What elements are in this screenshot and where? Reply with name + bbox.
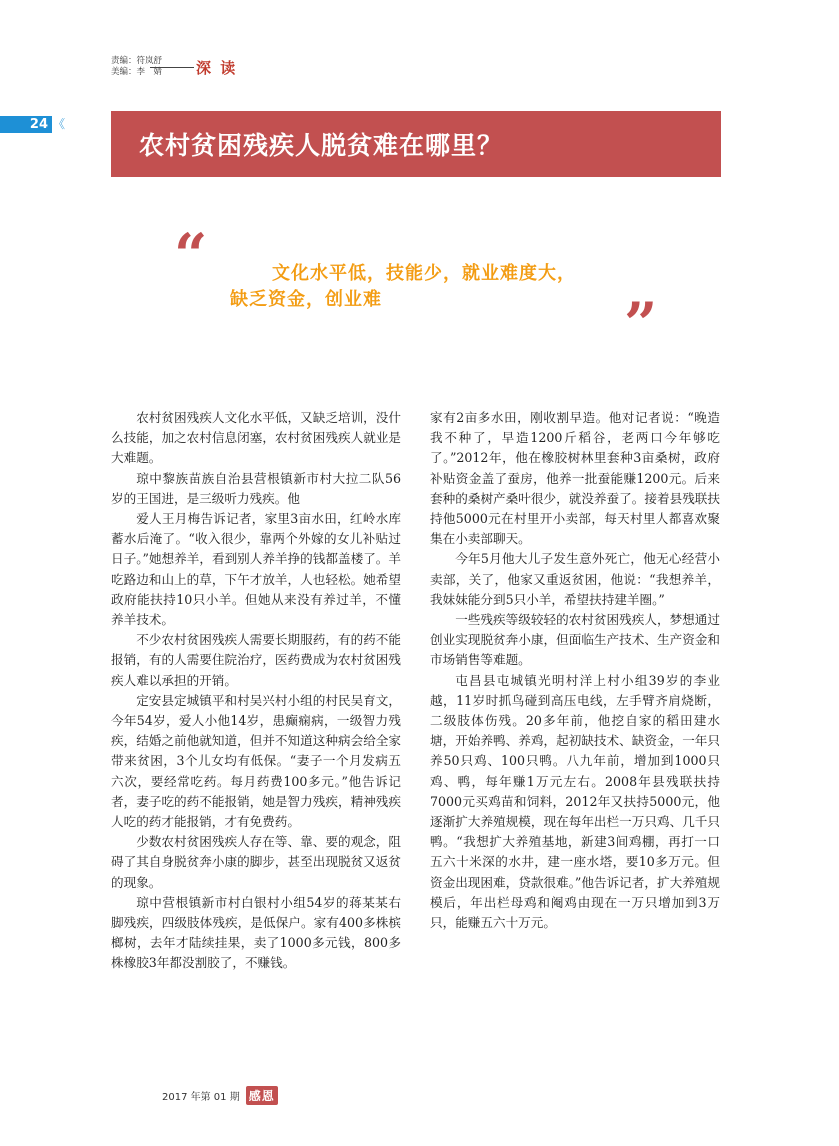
paragraph: 定安县定城镇平和村吴兴村小组的村民吴育文，今年54岁，爱人小他14岁，患癫痫病，一级智力残疾，结婚之前他就知道，但并不知道这种病会给全家带来贫困，3个儿女均有低保。“妻子一个月发病五六次，要经常吃药。每月药费100多元。”他告诉记者，妻子吃的药不能报销，她是智力残疾，精神残疾人吃的药才能报销，才有免费药。 [111,692,401,830]
paragraph: 今年5月他大儿子发生意外死亡，他无心经营小卖部，关了，他家又重返贫困，他说：“我想养羊，我妹妹能分到5只小羊，希望扶持建羊圈。” [430,551,720,607]
title-banner [111,111,721,177]
paragraph: 屯昌县屯城镇光明村洋上村小组39岁的李业越，11岁时抓鸟碰到高压电线，左手臂齐肩烧断，二级肢体伤残。20多年前，他挖自家的稻田建水塘，开始养鸭、养鸡，起初缺技术、缺资金，一年只养50只鸡、100只鸭。八九年前，增加到1000只鸡、鸭，每年赚1万元左右。2008年县残联扶持7000元买鸡苗和饲料，2012年又扶持5000元，他逐渐扩大养殖规模，现在每年出栏一万只鸡、几千只鸭。“我想扩大养殖基地，新建3间鸡棚，再打一口五六十米深的水井，建一座水塔，要10多万元。但资金出现困难，贷款很难。”他告诉记者，扩大养殖规模后，年出栏母鸡和阉鸡由现在一万只增加到3万只，能赚五六十万元。 [430,672,720,931]
lead-line-2: 缺乏资金，创业难 [230,289,382,310]
paragraph: 琼中黎族苗族自治县营根镇新市村大拉二队56岁的王国进，是三级听力残疾。他 [111,470,401,506]
header-rule [150,67,194,68]
paragraph: 琼中营根镇新市村白银村小组54岁的蒋某某右脚残疾，四级肢体残疾，是低保户。家有400多株槟榔树，去年才陆续挂果，卖了1000多元钱，800多株橡胶3年都没割胶了，不赚钱。 [111,894,401,971]
quote-close-icon: ” [624,290,658,358]
issue-label: 2017 年第 01 期 [162,1092,240,1103]
paragraph: 爱人王月梅告诉记者，家里3亩水田，红岭水库蓄水后淹了。“收入很少，靠两个外嫁的女儿补贴过日子。”她想养羊，看到别人养羊挣的钱都盖楼了。羊吃路边和山上的草，下午才放羊，人也轻松。她希望政府能扶持10只小羊。但她从来没有养过羊，不懂养羊技术。 [111,511,401,628]
paragraph: 农村贫困残疾人文化水平低，又缺乏培训，没什么技能，加之农村信息闭塞，农村贫困残疾人就业是大难题。 [111,410,401,466]
responsible-editor: 责编：符岚舒 [111,56,163,66]
quote-open-icon: “ [174,221,208,289]
article-title: 农村贫困残疾人脱贫难在哪里？ [139,131,504,160]
section-label: 深 读 [196,59,238,77]
body-column-right [430,408,720,933]
art-editor: 美编：李 婧 [111,67,163,77]
magazine-logo: 感恩 [246,1086,278,1105]
body-column-left [111,408,401,974]
paragraph: 一些残疾等级较轻的农村贫困残疾人，梦想通过创业实现脱贫奔小康，但面临生产技术、生产资金和市场销售等难题。 [430,612,720,668]
page-footer [162,1086,278,1105]
page-number: 24 [0,116,52,133]
lead-line-1: 文化水平低，技能少，就业难度大， [272,263,576,284]
paragraph: 不少农村贫困残疾人需要长期服药，有的药不能报销，有的人需要住院治疗，医药费成为农村贫困残疾人难以承担的开销。 [111,632,401,688]
paragraph: 家有2亩多水田，刚收割早造。他对记者说：“晚造我不种了，早造1200斤稻谷，老两口今年够吃了。”2012年，他在橡胶树林里套种3亩桑树，政府补贴资金盖了蚕房，他养一批蚕能赚1200元。后来套种的桑树产桑叶很少，就没养蚕了。接着县残联扶持他5000元在村里开小卖部，每天村里人都喜欢聚集在小卖部聊天。 [430,410,720,547]
paragraph: 少数农村贫困残疾人存在等、靠、要的观念，阻碍了其自身脱贫奔小康的脚步，甚至出现脱贫又返贫的现象。 [111,834,401,890]
page-chevron: 《 [53,117,66,131]
